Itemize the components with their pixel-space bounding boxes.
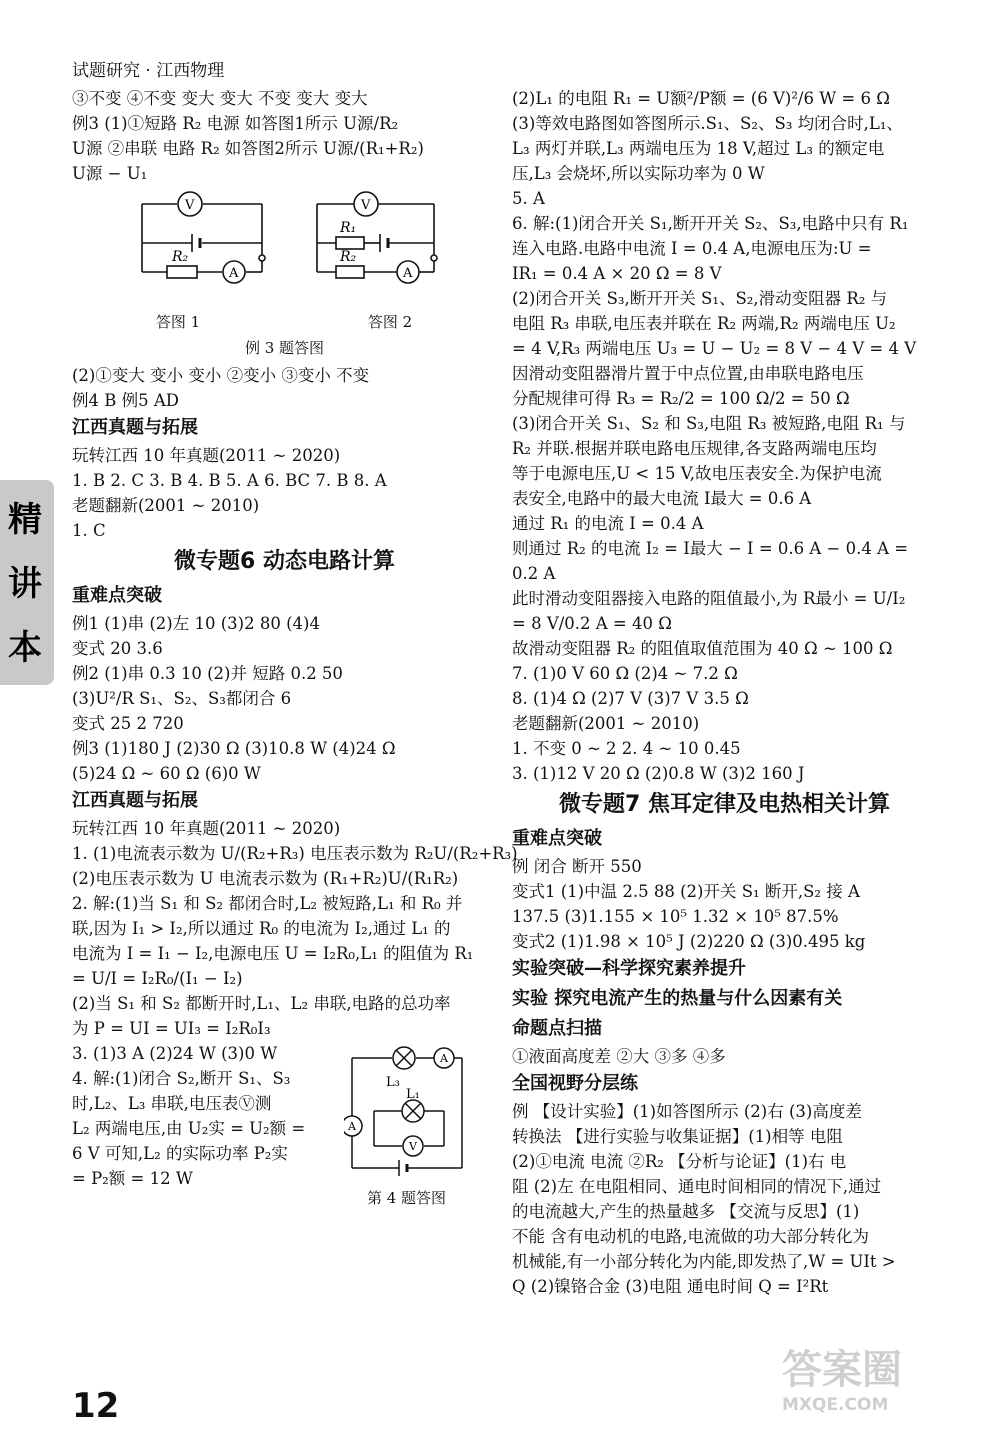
side-tab-char: 本 bbox=[8, 628, 42, 668]
text-line: = 4 V,R₃ 两端电压 U₃ = U − U₂ = 8 V − 4 V = 4 V bbox=[512, 339, 917, 358]
section-heading: 微专题7 焦耳定律及电热相关计算 bbox=[559, 792, 890, 817]
text-line: 3. (1)3 A (2)24 W (3)0 W bbox=[72, 1044, 278, 1063]
text-line: U源 ②串联 电路 R₂ 如答图2所示 U源/(R₁+R₂) bbox=[72, 139, 424, 158]
text-line: (2)闭合开关 S₃,断开开关 S₁、S₂,滑动变阻器 R₂ 与 bbox=[512, 289, 888, 308]
text-line: 例3 (1)180 J (2)30 Ω (3)10.8 W (4)24 Ω bbox=[72, 739, 396, 758]
text-line: 表安全,电路中的最大电流 I最大 = 0.6 A bbox=[512, 489, 812, 508]
page-number: 12 bbox=[72, 1386, 120, 1426]
text-line: 的电流越大,产生的热量越多 【交流与反思】(1) bbox=[512, 1202, 860, 1221]
text-line: U源 − U₁ bbox=[72, 164, 148, 183]
text-line: 6. 解:(1)闭合开关 S₁,断开开关 S₂、S₃,电路中只有 R₁ bbox=[512, 214, 909, 233]
text-line: 通过 R₁ 的电流 I = 0.4 A bbox=[512, 514, 704, 533]
text-line: 机械能,有一小部分转化为内能,即发热了,W = UIt > bbox=[512, 1252, 896, 1271]
running-header: 试题研究 · 江西物理 bbox=[72, 61, 225, 81]
text-line: 连入电路.电路中电流 I = 0.4 A,电源电压为:U = bbox=[512, 239, 872, 258]
text-line: 变式 20 3.6 bbox=[72, 639, 163, 658]
text-line: 5. A bbox=[512, 189, 545, 208]
text-line: 联,因为 I₁ > I₂,所以通过 R₀ 的电流为 I₂,通过 L₁ 的 bbox=[72, 919, 451, 938]
svg-text:A: A bbox=[403, 266, 413, 281]
text-line: 老题翻新(2001 ~ 2010) bbox=[72, 496, 260, 515]
svg-text:A: A bbox=[348, 1120, 356, 1133]
text-line: 此时滑动变阻器接入电路的阻值最小,为 R最小 = U/I₂ bbox=[512, 589, 906, 608]
circuit-figures bbox=[72, 186, 497, 311]
subsection-heading: 重难点突破 bbox=[72, 585, 162, 606]
text-line: 则通过 R₂ 的电流 I₂ = I最大 − I = 0.6 A − 0.4 A = bbox=[512, 539, 909, 558]
svg-text:V: V bbox=[409, 1140, 417, 1153]
text-line: 4. 解:(1)闭合 S₂,断开 S₁、S₃ bbox=[72, 1069, 291, 1088]
left-column bbox=[72, 86, 518, 1207]
text-line: 1. (1)电流表示数为 U/(R₂+R₃) 电压表示数为 R₂U/(R₂+R₃) bbox=[72, 844, 518, 863]
text-line: (3)U²/R S₁、S₂、S₃都闭合 6 bbox=[72, 689, 292, 708]
subsection-heading: 实验 探究电流产生的热量与什么因素有关 bbox=[512, 988, 843, 1009]
text-line: 137.5 (3)1.155 × 10⁵ 1.32 × 10⁵ 87.5% bbox=[512, 907, 839, 926]
circuit-diagram-1 bbox=[142, 192, 265, 283]
text-line: 故滑动变阻器 R₂ 的阻值取值范围为 40 Ω ~ 100 Ω bbox=[512, 639, 893, 658]
text-line: 例4 B 例5 AD bbox=[72, 391, 180, 410]
svg-text:L₃: L₃ bbox=[386, 1075, 400, 1090]
text-line: 例2 (1)串 0.3 10 (2)并 短路 0.2 50 bbox=[72, 664, 343, 683]
text-line: 为 P = UI = UI₃ = I₂R₀I₃ bbox=[72, 1019, 271, 1038]
text-line: 例1 (1)串 (2)左 10 (3)2 80 (4)4 bbox=[72, 614, 320, 633]
subsection-heading: 江西真题与拓展 bbox=[72, 417, 198, 438]
svg-text:V: V bbox=[361, 198, 371, 213]
side-tab-char: 讲 bbox=[8, 564, 42, 604]
text-line: 变式 25 2 720 bbox=[72, 714, 184, 733]
text-line: L₃ 两灯并联,L₃ 两端电压为 18 V,超过 L₃ 的额定电 bbox=[512, 139, 885, 158]
fig-caption-1: 答图 1 bbox=[155, 313, 201, 331]
text-line: 因滑动变阻器滑片置于中点位置,由串联电路电压 bbox=[512, 364, 864, 383]
text-line: 6 V 可知,L₂ 的实际功率 P₂实 bbox=[72, 1144, 288, 1163]
text-line: (2)当 S₁ 和 S₂ 都断开时,L₁、L₂ 串联,电路的总功率 bbox=[72, 994, 451, 1013]
subsection-heading: 命题点扫描 bbox=[512, 1018, 602, 1039]
text-line: ③不变 ④不变 变大 变大 不变 变大 变大 bbox=[72, 89, 368, 108]
text-line: 电流为 I = I₁ − I₂,电源电压 U = I₂R₀,L₁ 的阻值为 R₁ bbox=[72, 944, 474, 963]
section-heading: 微专题6 动态电路计算 bbox=[174, 549, 395, 574]
text-line: 阻 (2)左 在电阻相同、通电时间相同的情况下,通过 bbox=[512, 1177, 882, 1196]
fig-title: 例 3 题答图 bbox=[244, 339, 325, 357]
text-line: = P₂额 = 12 W bbox=[72, 1169, 193, 1188]
subsection-heading: 实验突破—科学探究素养提升 bbox=[512, 958, 746, 979]
text-line: 等于电源电压,U < 15 V,故电压表安全.为保护电流 bbox=[512, 464, 882, 483]
text-line: (3)等效电路图如答图所示.S₁、S₂、S₃ 均闭合时,L₁、 bbox=[512, 114, 903, 133]
text-line: 例3 (1)①短路 R₂ 电源 如答图1所示 U源/R₂ bbox=[72, 114, 399, 133]
watermark-logo-text: 答案圈 bbox=[782, 1347, 902, 1393]
text-line: 1. C bbox=[72, 521, 106, 540]
text-line: R₂ 并联.根据并联电路电压规律,各支路两端电压均 bbox=[512, 439, 877, 458]
watermark bbox=[782, 1338, 972, 1428]
text-line: 玩转江西 10 年真题(2011 ~ 2020) bbox=[72, 446, 341, 465]
text-line: (5)24 Ω ~ 60 Ω (6)0 W bbox=[72, 764, 261, 783]
text-line: 1. 不变 0 ~ 2 2. 4 ~ 10 0.45 bbox=[512, 739, 741, 758]
svg-text:A: A bbox=[440, 1052, 448, 1065]
text-line: IR₁ = 0.4 A × 20 Ω = 8 V bbox=[512, 264, 722, 283]
text-line: (3)闭合开关 S₁、S₂ 和 S₃,电阻 R₃ 被短路,电阻 R₁ 与 bbox=[512, 414, 906, 433]
text-line: 0.2 A bbox=[512, 564, 556, 583]
text-line: 转换法 【进行实验与收集证据】(1)相等 电阻 bbox=[512, 1127, 843, 1146]
text-line: 时,L₂、L₃ 串联,电压表Ⓥ测 bbox=[72, 1094, 272, 1113]
svg-text:R₁: R₁ bbox=[340, 220, 357, 236]
svg-text:L₁: L₁ bbox=[406, 1087, 420, 1102]
svg-text:A: A bbox=[229, 266, 239, 281]
svg-text:R₂: R₂ bbox=[340, 249, 357, 265]
right-column bbox=[512, 86, 937, 1299]
text-line: ①液面高度差 ②大 ③多 ④多 bbox=[512, 1047, 726, 1066]
text-line: 老题翻新(2001 ~ 2010) bbox=[512, 714, 700, 733]
text-line: 不能 含有电动机的电路,电流做的功大部分转化为 bbox=[512, 1227, 869, 1246]
text-line: (2)①电流 电流 ②R₂ 【分析与论证】(1)右 电 bbox=[512, 1152, 847, 1171]
text-line: 2. 解:(1)当 S₁ 和 S₂ 都闭合时,L₂ 被短路,L₁ 和 R₀ 并 bbox=[72, 894, 463, 913]
svg-text:V: V bbox=[185, 198, 195, 213]
svg-text:R₂: R₂ bbox=[172, 249, 189, 265]
text-line: 例 【设计实验】(1)如答图所示 (2)右 (3)高度差 bbox=[512, 1102, 862, 1121]
text-line: 电阻 R₃ 串联,电压表并联在 R₂ 两端,R₂ 两端电压 U₂ bbox=[512, 314, 896, 333]
text-line: = U/I = I₂R₀/(I₁ − I₂) bbox=[72, 969, 243, 988]
circuit-diagram-4 bbox=[344, 1046, 469, 1186]
subsection-heading: 江西真题与拓展 bbox=[72, 790, 198, 811]
text-line: (2)电压表示数为 U 电流表示数为 (R₁+R₂)U/(R₁R₂) bbox=[72, 869, 459, 888]
text-line: 例 闭合 断开 550 bbox=[512, 857, 642, 876]
text-line: 1. B 2. C 3. B 4. B 5. A 6. BC 7. B 8. A bbox=[72, 471, 387, 490]
text-line: 分配规律可得 R₃ = R₂/2 = 100 Ω/2 = 50 Ω bbox=[512, 389, 850, 408]
subsection-heading: 全国视野分层练 bbox=[512, 1073, 638, 1094]
subsection-heading: 重难点突破 bbox=[512, 828, 602, 849]
text-line: Q (2)镍铬合金 (3)电阻 通电时间 Q = I²Rt bbox=[512, 1277, 829, 1296]
circuit-diagram-2 bbox=[317, 192, 437, 283]
text-line: 7. (1)0 V 60 Ω (2)4 ~ 7.2 Ω bbox=[512, 664, 738, 683]
text-line: = 8 V/0.2 A = 40 Ω bbox=[512, 614, 672, 633]
text-line: L₂ 两端电压,由 U₂实 = U₂额 = bbox=[72, 1119, 306, 1138]
text-line: 变式2 (1)1.98 × 10⁵ J (2)220 Ω (3)0.495 kg bbox=[512, 932, 866, 951]
text-line: 压,L₃ 会烧坏,所以实际功率为 0 W bbox=[512, 164, 765, 183]
fig-caption-2: 答图 2 bbox=[367, 313, 413, 331]
text-line: 8. (1)4 Ω (2)7 V (3)7 V 3.5 Ω bbox=[512, 689, 749, 708]
watermark-url: MXQE.COM bbox=[782, 1395, 889, 1415]
text-line: 玩转江西 10 年真题(2011 ~ 2020) bbox=[72, 819, 341, 838]
text-line: (2)①变大 变小 变小 ②变小 ③变小 不变 bbox=[72, 366, 370, 385]
text-line: (2)L₁ 的电阻 R₁ = U额²/P额 = (6 V)²/6 W = 6 Ω bbox=[512, 89, 890, 108]
text-line: 3. (1)12 V 20 Ω (2)0.8 W (3)2 160 J bbox=[512, 764, 805, 783]
side-tab-char: 精 bbox=[8, 500, 42, 540]
text-line: 变式1 (1)中温 2.5 88 (2)开关 S₁ 断开,S₂ 接 A bbox=[512, 882, 860, 901]
fig4-caption: 第 4 题答图 bbox=[366, 1189, 447, 1207]
side-tab bbox=[0, 480, 54, 685]
